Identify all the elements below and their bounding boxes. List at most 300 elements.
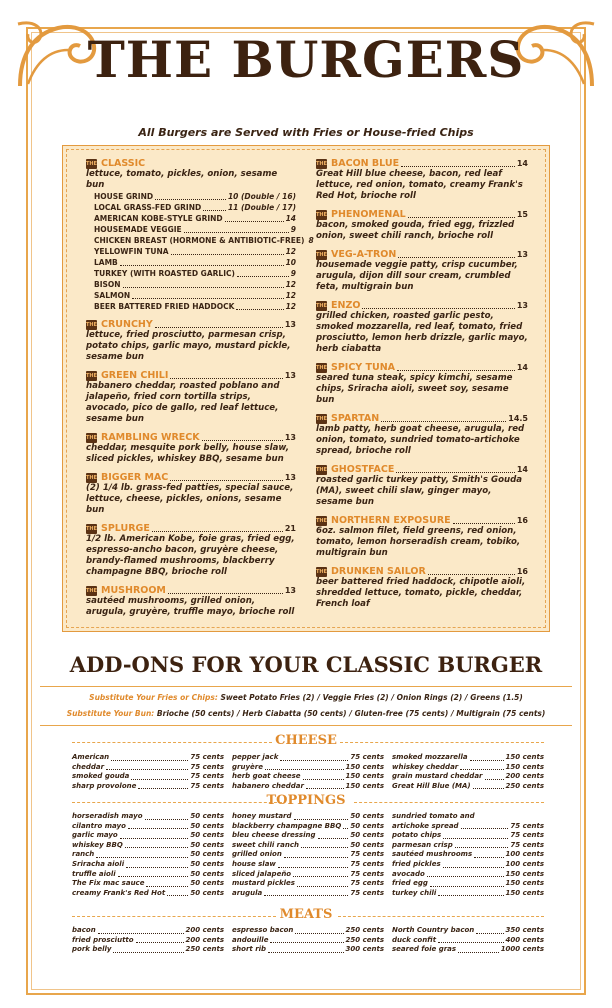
burger-item xyxy=(86,472,296,516)
burger-name-row xyxy=(86,158,296,169)
option-label: LOCAL GRASS-FED GRIND xyxy=(94,203,202,212)
addon-name: smoked gouda xyxy=(72,772,130,781)
addon-price: 50 cents xyxy=(190,821,224,830)
burger-description: sautéed mushrooms, grilled onion, arugula, gruyère, truffle mayo, brioche roll xyxy=(86,596,295,617)
burger-column-left xyxy=(86,158,314,625)
option-label: YELLOWFIN TUNA xyxy=(94,247,169,256)
addon-name: short rib xyxy=(232,945,267,954)
dot-leader xyxy=(202,440,283,441)
cheese-item xyxy=(232,753,384,763)
dot-leader xyxy=(155,199,226,200)
addon-price: 150 cents xyxy=(505,869,544,878)
addon-price: 50 cents xyxy=(190,840,224,849)
meats-item xyxy=(392,926,544,936)
dot-leader xyxy=(132,298,283,299)
addon-name: grilled onion xyxy=(232,850,282,859)
burger-name: ENZO xyxy=(331,300,361,311)
burger-description: seared tuna steak, spicy kimchi, sesame chips, Sriracha aioli, sweet soy, sesame bun xyxy=(316,373,513,405)
option-price: 14 xyxy=(285,214,296,223)
meats-item xyxy=(72,936,224,946)
burger-price: 16 xyxy=(516,567,528,576)
addon-price: 50 cents xyxy=(190,869,224,878)
dot-leader xyxy=(168,593,283,594)
addon-price: 300 cents xyxy=(345,945,384,954)
dot-leader xyxy=(264,889,348,897)
burger-name-row xyxy=(316,300,528,311)
dot-leader xyxy=(443,860,504,868)
burger-name: GHOSTFACE xyxy=(331,464,395,475)
dot-leader xyxy=(306,782,344,790)
option-price: 11 (Double / 17) xyxy=(227,203,296,212)
addon-name: grain mustard cheddar xyxy=(392,772,483,781)
burger-name: CRUNCHY xyxy=(101,319,153,330)
toppings-item xyxy=(232,850,384,860)
dot-leader xyxy=(284,850,349,858)
toppings-item xyxy=(392,860,544,870)
substitute-bun-line xyxy=(0,709,612,718)
addon-name: Great Hill Blue (MA) xyxy=(392,781,471,790)
dot-leader xyxy=(398,257,515,258)
dot-leader xyxy=(460,763,503,771)
burger-name-row xyxy=(86,523,296,534)
addon-price: 50 cents xyxy=(190,888,224,897)
addon-price: 150 cents xyxy=(505,753,544,761)
toppings-column xyxy=(232,812,384,898)
toppings-item xyxy=(232,870,384,880)
toppings-item xyxy=(232,841,384,851)
burger-item xyxy=(316,209,528,242)
burger-description: 6oz. salmon filet, field greens, red onion, tomato, lemon horseradish cream, tobiko, multigrain bun xyxy=(316,526,521,558)
meats-item xyxy=(232,945,384,955)
the-badge-icon: THE xyxy=(316,160,328,167)
the-badge-icon: THE xyxy=(86,525,98,532)
the-badge-icon: THE xyxy=(86,372,98,379)
burger-name: RAMBLING WRECK xyxy=(101,432,200,443)
burger-description: (2) 1/4 lb. grass-fed patties, special sauce, lettuce, cheese, pickles, onions, sesame bun xyxy=(86,483,294,515)
addon-price: 50 cents xyxy=(350,812,384,820)
option-price: 8 xyxy=(308,236,314,245)
burger-name-row xyxy=(316,362,528,373)
burger-name-row xyxy=(316,464,528,475)
dot-leader xyxy=(470,753,504,761)
burger-name-row xyxy=(316,158,528,169)
addon-price: 50 cents xyxy=(190,850,224,859)
toppings-item xyxy=(72,870,224,880)
addon-price: 75 cents xyxy=(510,831,544,840)
burger-price: 14.5 xyxy=(508,414,528,423)
the-badge-icon: THE xyxy=(86,474,98,481)
meats-column xyxy=(232,926,384,955)
burger-name-row xyxy=(86,432,296,443)
dot-leader xyxy=(476,926,503,934)
toppings-list xyxy=(72,812,544,898)
option-label: LAMB xyxy=(94,258,118,267)
burger-description: Great Hill blue cheese, bacon, red leaf lettuce, red onion, tomato, creamy Frank's Red Hot, brioche roll xyxy=(316,169,523,201)
burger-name: BACON BLUE xyxy=(331,158,400,169)
dot-leader xyxy=(278,860,349,868)
addon-name: whiskey cheddar xyxy=(392,762,459,771)
meats-item xyxy=(232,936,384,946)
cheese-list xyxy=(72,753,544,791)
addon-price: 400 cents xyxy=(505,935,544,944)
addon-name: fried egg xyxy=(392,879,428,888)
meats-item xyxy=(72,926,224,936)
addons-divider-bottom xyxy=(40,725,572,726)
burger-price: 13 xyxy=(284,371,296,380)
addon-name: sharp provolone xyxy=(72,781,137,790)
addon-name: mustard pickles xyxy=(232,879,295,888)
dot-leader xyxy=(126,860,188,868)
toppings-item xyxy=(392,889,544,899)
the-badge-icon: THE xyxy=(316,568,328,575)
addon-name: artichoke spread xyxy=(392,821,459,830)
cheese-item xyxy=(392,772,544,782)
addon-name: honey mustard xyxy=(232,812,292,820)
meats-column xyxy=(72,926,224,955)
addon-name: garlic mayo xyxy=(72,831,118,840)
dot-leader xyxy=(136,936,184,944)
cheese-item xyxy=(232,772,384,782)
addon-name: bleu cheese dressing xyxy=(232,831,316,840)
dot-leader xyxy=(138,782,188,790)
toppings-item xyxy=(392,822,544,832)
addon-price: 200 cents xyxy=(185,926,224,934)
burger-description: lettuce, tomato, pickles, onion, sesame bun xyxy=(86,169,278,190)
cheese-title: CHEESE xyxy=(275,733,337,748)
cheese-column xyxy=(232,753,384,791)
burger-item xyxy=(316,464,528,508)
toppings-item xyxy=(392,831,544,841)
burger-price: 15 xyxy=(516,210,528,219)
burger-name: NORTHERN EXPOSURE xyxy=(331,515,451,526)
toppings-item xyxy=(72,889,224,899)
addon-price: 75 cents xyxy=(350,850,384,859)
cheese-item xyxy=(72,772,224,782)
toppings-item xyxy=(392,870,544,880)
addon-name: sundried tomato and xyxy=(392,812,475,820)
option-price: 10 (Double / 16) xyxy=(227,192,296,201)
addon-name: smoked mozzarella xyxy=(392,753,468,761)
addon-name: fried prosciutto xyxy=(72,935,134,944)
option-label: HOUSE GRIND xyxy=(94,192,154,201)
burger-name: VEG-A-TRON xyxy=(331,249,397,260)
option-label: HOUSEMADE VEGGIE xyxy=(94,225,182,234)
burger-price: 13 xyxy=(516,301,528,310)
toppings-item xyxy=(232,831,384,841)
burger-item xyxy=(86,432,296,465)
burger-description: housemade veggie patty, crisp cucumber, arugula, dijon dill sour cream, crumbled feta, multigrain bun xyxy=(316,260,518,292)
burger-price: 14 xyxy=(516,465,528,474)
meats-title: MEATS xyxy=(279,907,333,922)
dot-leader xyxy=(293,870,348,878)
toppings-item xyxy=(72,850,224,860)
substitute-bun-label: Substitute Your Bun: xyxy=(66,709,155,718)
page-title: THE BURGERS xyxy=(87,30,525,89)
dot-leader xyxy=(473,782,504,790)
addon-price: 75 cents xyxy=(190,762,224,771)
burger-option xyxy=(86,224,296,235)
burger-description: 1/2 lb. American Kobe, foie gras, fried egg, espresso-ancho bacon, gruyère cheese, brandy-flamed mushrooms, blackberry champagne BBQ, brioche roll xyxy=(86,534,295,577)
burger-name-row xyxy=(316,566,528,577)
dot-leader xyxy=(128,822,189,830)
burger-item xyxy=(86,158,314,312)
burger-price: 14 xyxy=(516,159,528,168)
addon-price: 75 cents xyxy=(510,840,544,849)
the-badge-icon: THE xyxy=(86,587,98,594)
dot-leader xyxy=(318,831,349,839)
dot-leader xyxy=(438,936,504,944)
dot-leader xyxy=(461,822,509,830)
option-label: CHICKEN BREAST (HORMONE & ANTIBIOTIC-FREE) xyxy=(94,236,305,245)
toppings-item xyxy=(72,841,224,851)
toppings-column xyxy=(392,812,544,898)
burger-description: beer battered fried haddock, chipotle aioli, shredded lettuce, tomato, pickle, cheddar, French loaf xyxy=(316,577,526,609)
addon-name: duck confit xyxy=(392,935,437,944)
burger-column-right xyxy=(316,158,528,617)
toppings-item xyxy=(392,812,544,822)
burger-item xyxy=(316,300,528,355)
burger-option xyxy=(86,213,296,224)
addon-price: 200 cents xyxy=(505,772,544,781)
dot-leader xyxy=(184,232,289,233)
the-badge-icon: THE xyxy=(86,160,98,167)
burger-option xyxy=(86,268,296,279)
addon-name: Sriracha aioli xyxy=(72,859,125,868)
addon-price: 75 cents xyxy=(350,869,384,878)
cheese-item xyxy=(72,782,224,792)
burger-name: SPLURGE xyxy=(101,523,150,534)
cheese-item xyxy=(392,782,544,792)
dot-leader xyxy=(145,812,189,820)
addon-price: 75 cents xyxy=(190,772,224,781)
addon-price: 150 cents xyxy=(505,762,544,771)
dot-leader xyxy=(401,166,515,167)
addon-name: pork belly xyxy=(72,945,112,954)
addon-name: bacon xyxy=(72,926,96,934)
dot-leader xyxy=(125,841,189,849)
toppings-item xyxy=(72,822,224,832)
dot-leader xyxy=(167,889,188,897)
dot-leader xyxy=(455,841,509,849)
addon-name: sweet chili ranch xyxy=(232,840,299,849)
burger-item xyxy=(316,249,528,293)
cheese-item xyxy=(392,763,544,773)
addon-price: 75 cents xyxy=(350,888,384,897)
burger-description: cheddar, mesquite pork belly, house slaw, sliced pickles, whiskey BBQ, sesame bun xyxy=(86,443,290,464)
dot-leader xyxy=(458,945,499,953)
dot-leader xyxy=(295,926,343,934)
burger-name-row xyxy=(316,413,528,424)
substitute-fries-options: Sweet Potato Fries (2) / Veggie Fries (2) / Onion Rings (2) / Greens (1.5) xyxy=(220,693,523,702)
dot-leader xyxy=(170,378,282,379)
addon-price: 350 cents xyxy=(505,926,544,934)
burger-price: 13 xyxy=(516,250,528,259)
burger-price: 14 xyxy=(516,363,528,372)
burger-name-row xyxy=(316,249,528,260)
addon-price: 250 cents xyxy=(345,935,384,944)
burger-item xyxy=(86,319,296,363)
dot-leader xyxy=(111,753,188,761)
burger-name-row xyxy=(86,370,296,381)
burger-price: 13 xyxy=(284,586,296,595)
addons-title: ADD-ONS FOR YOUR CLASSIC BURGER xyxy=(69,652,543,677)
the-badge-icon: THE xyxy=(316,211,328,218)
dot-leader xyxy=(113,945,183,953)
toppings-item xyxy=(72,860,224,870)
burger-item xyxy=(316,362,528,406)
addon-name: creamy Frank's Red Hot xyxy=(72,888,166,897)
burger-option xyxy=(86,191,296,202)
dot-leader xyxy=(123,287,284,288)
meats-item xyxy=(72,945,224,955)
burger-price: 16 xyxy=(516,516,528,525)
the-badge-icon: THE xyxy=(316,466,328,473)
addon-price: 75 cents xyxy=(350,859,384,868)
dot-leader xyxy=(171,254,284,255)
dot-leader xyxy=(430,879,504,887)
addon-name: American xyxy=(72,753,110,761)
cheese-item xyxy=(72,753,224,763)
burger-option xyxy=(86,202,296,213)
burger-name-row xyxy=(86,472,296,483)
dot-leader xyxy=(303,772,344,780)
burger-name: BIGGER MAC xyxy=(101,472,169,483)
addon-name: North Country bacon xyxy=(392,926,475,934)
dot-leader xyxy=(453,523,515,524)
addon-name: The Fix mac sauce xyxy=(72,879,145,888)
addon-name: ranch xyxy=(72,850,95,859)
option-price: 12 xyxy=(285,247,296,256)
dot-leader xyxy=(268,945,343,953)
addon-price: 150 cents xyxy=(345,762,384,771)
addon-price: 75 cents xyxy=(350,879,384,888)
meats-item xyxy=(392,936,544,946)
toppings-item xyxy=(72,812,224,822)
option-label: TURKEY (WITH ROASTED GARLIC) xyxy=(94,269,235,278)
dot-leader xyxy=(270,936,343,944)
addon-price: 50 cents xyxy=(190,831,224,840)
dot-leader xyxy=(131,772,188,780)
dot-leader xyxy=(427,870,504,878)
the-badge-icon: THE xyxy=(316,517,328,524)
addon-name: gruyère xyxy=(232,762,263,771)
dot-leader xyxy=(397,370,515,371)
addon-name: blackberry champagne BBQ xyxy=(232,821,342,830)
addon-name: pepper jack xyxy=(232,753,279,761)
addon-name: whiskey BBQ xyxy=(72,840,123,849)
dot-leader xyxy=(106,763,188,771)
dot-leader xyxy=(362,308,514,309)
dot-leader xyxy=(225,221,284,222)
addon-name: habanero cheddar xyxy=(232,781,304,790)
meats-item xyxy=(392,945,544,955)
option-label: SALMON xyxy=(94,291,131,300)
addon-name: andouille xyxy=(232,935,269,944)
addon-price: 50 cents xyxy=(350,831,384,840)
addon-price: 75 cents xyxy=(510,821,544,830)
addon-name: parmesan crisp xyxy=(392,840,453,849)
burger-price: 13 xyxy=(284,433,296,442)
the-badge-icon: THE xyxy=(316,251,328,258)
addons-divider-top xyxy=(40,686,572,687)
meats-list xyxy=(72,926,544,955)
the-badge-icon: THE xyxy=(316,415,328,422)
burger-item xyxy=(86,370,296,425)
dot-leader xyxy=(474,850,503,858)
addon-price: 250 cents xyxy=(505,781,544,790)
burger-name-row xyxy=(316,515,528,526)
dot-leader xyxy=(155,327,283,328)
dot-leader xyxy=(280,753,348,761)
dot-leader xyxy=(236,309,283,310)
toppings-item xyxy=(232,889,384,899)
addon-price: 50 cents xyxy=(350,821,384,830)
addon-name: sliced jalapeño xyxy=(232,869,292,878)
burger-price: 21 xyxy=(284,524,296,533)
addon-price: 150 cents xyxy=(345,781,384,790)
burger-item xyxy=(86,585,296,618)
toppings-item xyxy=(232,822,384,832)
addon-price: 50 cents xyxy=(190,859,224,868)
dot-leader xyxy=(428,574,515,575)
dot-leader xyxy=(265,763,344,771)
toppings-item xyxy=(392,879,544,889)
toppings-item xyxy=(232,879,384,889)
addon-name: potato chips xyxy=(392,831,442,840)
dot-leader xyxy=(170,480,283,481)
addon-name: avocado xyxy=(392,869,425,878)
addon-price: 150 cents xyxy=(505,888,544,897)
dot-leader xyxy=(120,831,189,839)
toppings-item xyxy=(232,812,384,822)
option-price: 12 xyxy=(285,291,296,300)
dot-leader xyxy=(146,879,188,887)
meats-item xyxy=(232,926,384,936)
burger-name-row xyxy=(316,209,528,220)
option-label: AMERICAN KOBE-STYLE GRIND xyxy=(94,214,223,223)
addon-price: 200 cents xyxy=(185,935,224,944)
addon-price: 1000 cents xyxy=(500,945,544,954)
addon-price: 75 cents xyxy=(190,753,224,761)
meats-column xyxy=(392,926,544,955)
addon-name: herb goat cheese xyxy=(232,772,301,781)
addon-price: 250 cents xyxy=(185,945,224,954)
the-badge-icon: THE xyxy=(86,434,98,441)
page-subtitle: All Burgers are Served with Fries or House-fried Chips xyxy=(138,126,474,139)
toppings-item xyxy=(232,860,384,870)
addon-name: fried pickles xyxy=(392,859,441,868)
dot-leader xyxy=(485,772,504,780)
dot-leader xyxy=(343,822,348,830)
burger-option xyxy=(86,246,296,257)
addon-price: 50 cents xyxy=(190,812,224,820)
option-price: 9 xyxy=(290,225,296,234)
burger-name: DRUNKEN SAILOR xyxy=(331,566,426,577)
burger-item xyxy=(316,413,528,457)
burger-item xyxy=(86,523,296,578)
burger-item xyxy=(316,158,528,202)
burger-name: PHENOMENAL xyxy=(331,209,406,220)
burger-name: GREEN CHILI xyxy=(101,370,169,381)
dot-leader xyxy=(297,879,348,887)
dot-leader xyxy=(443,831,508,839)
burger-option xyxy=(86,290,296,301)
addon-name: arugula xyxy=(232,888,263,897)
burger-name: CLASSIC xyxy=(101,158,146,169)
dot-leader xyxy=(237,276,289,277)
addon-price: 100 cents xyxy=(505,859,544,868)
option-price: 12 xyxy=(285,280,296,289)
